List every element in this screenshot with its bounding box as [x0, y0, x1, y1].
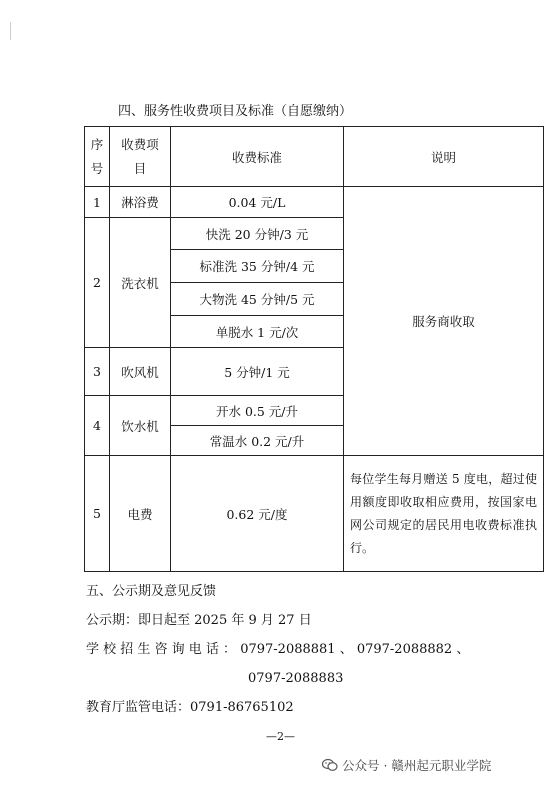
row2-item: 洗衣机 — [110, 218, 171, 348]
table-row — [85, 456, 544, 572]
row1-seq: 1 — [85, 187, 110, 218]
row4-standard-2: 常温水 0.2 元/升 — [171, 426, 344, 456]
page-number: —2— — [266, 730, 295, 743]
row3-item: 吹风机 — [110, 348, 171, 396]
row5-item: 电费 — [110, 456, 171, 572]
row2-standard-4: 单脱水 1 元/次 — [171, 316, 344, 348]
row5-standard: 0.62 元/度 — [171, 456, 344, 572]
row2-standard-2: 标准洗 35 分钟/4 元 — [171, 250, 344, 283]
watermark — [322, 756, 491, 774]
row4-item: 饮水机 — [110, 396, 171, 456]
page-edge-line — [10, 22, 11, 40]
row2-standard-3: 大物洗 45 分钟/5 元 — [171, 283, 344, 316]
notice-period: 公示期：即日起至 2025 年 9 月 27 日 — [86, 613, 312, 628]
wechat-icon — [322, 758, 338, 772]
header-standard: 收费标准 — [171, 127, 344, 187]
row5-seq: 5 — [85, 456, 110, 572]
admission-phone-line: 学 校 招 生 咨 询 电 话 ： 0797-2088881 、 0797-2088882 、 — [86, 642, 470, 657]
note-electric: 每位学生每月赠送 5 度电，超过使用额度即收取相应费用，按国家电网公司规定的居民用电收费标准执行。 — [344, 456, 544, 572]
header-seq: 序号 — [85, 127, 110, 187]
section4-title: 四、服务性收费项目及标准（自愿缴纳） — [118, 104, 353, 119]
table-row — [85, 187, 544, 218]
supervision-phone: 教育厅监管电话：0791-86765102 — [86, 700, 294, 715]
row4-seq: 4 — [85, 396, 110, 456]
row2-seq: 2 — [85, 218, 110, 348]
row1-item: 淋浴费 — [110, 187, 171, 218]
header-note: 说明 — [344, 127, 544, 187]
watermark-text: 公众号 · 赣州起元职业学院 — [342, 758, 492, 773]
row2-standard-1: 快洗 20 分钟/3 元 — [171, 218, 344, 250]
admission-phone-line-2: 0797-2088883 — [248, 671, 344, 686]
row4-standard-1: 开水 0.5 元/升 — [171, 396, 344, 426]
table-header-row — [85, 127, 544, 187]
header-item: 收费项目 — [110, 127, 171, 187]
row3-seq: 3 — [85, 348, 110, 396]
row3-standard: 5 分钟/1 元 — [171, 348, 344, 396]
section5-title: 五、公示期及意见反馈 — [86, 584, 217, 599]
note-service: 服务商收取 — [344, 187, 544, 456]
row1-standard: 0.04 元/L — [171, 187, 344, 218]
fee-table — [84, 126, 544, 572]
